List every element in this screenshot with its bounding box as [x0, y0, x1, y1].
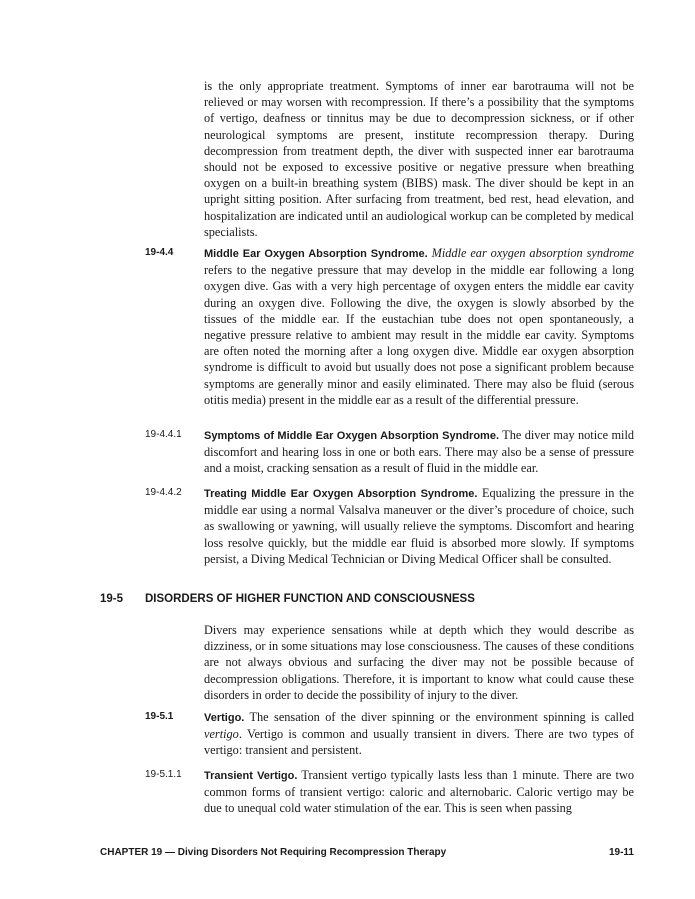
section-number-19-4-4-2: 19-4.4.2: [145, 487, 182, 498]
term-19-5-1: vertigo: [204, 727, 239, 742]
footer-page-number: 19-11: [608, 847, 634, 858]
text-19-5-1-1: Transient vertigo typically lasts less than 1 minute. There are two common forms of transient vertigo: caloric and alternobaric. Caloric vertigo may be due to unequal cold water stimulation of the ear. This is seen when passing: [204, 768, 634, 816]
heading-19-4-4-2: Treating Middle Ear Oxygen Absorption Syndrome.: [204, 488, 478, 500]
section-number-19-4-4-1: 19-4.4.1: [145, 429, 182, 440]
paragraph-19-5-1-1: [204, 767, 634, 817]
section-number-19-5-1-1: 19-5.1.1: [145, 769, 182, 780]
text-19-5-1-b: . Vertigo is common and usually transient in divers. There are two types of vertigo: transient and persistent.: [204, 727, 634, 758]
section-number-19-5-1: 19-5.1: [145, 711, 174, 722]
section-number-19-5: 19-5: [100, 593, 124, 605]
paragraph-19-4-4: [204, 245, 634, 408]
footer-chapter-title: CHAPTER 19 — Diving Disorders Not Requiring Recompression Therapy: [100, 847, 447, 858]
paragraph-19-4-4-1: [204, 427, 634, 477]
section-number-19-4-4: 19-4.4: [145, 247, 174, 258]
text-19-4-4: refers to the negative pressure that may develop in the middle ear following a long oxygen dive. Gas with a very high percentage of oxygen enters the middle ear cavity during an oxygen dive. Following the dive, the oxygen is slowly absorbed by the tissues of the middle ear. If the eustachian tube does not open spontaneously, a negative pressure relative to ambient may result in the middle ear cavity. Symptoms are often noted the morning after a long oxygen dive. Middle ear oxygen absorption syndrome is difficult to avoid but usually does not pose a significant problem because symptoms are generally minor and easily eliminated. There may also be fluid (serous otitis media) present in the middle ear as a result of the differential pressure.: [204, 263, 634, 407]
heading-19-4-4-1: Symptoms of Middle Ear Oxygen Absorption Syndrome.: [204, 430, 500, 442]
paragraph-19-5-1: [204, 709, 634, 759]
paragraph-19-4-4-2: [204, 485, 634, 567]
text-19-4-4-2: Equalizing the pressure in the middle ear using a normal Valsalva maneuver or the diver’s procedure of choice, such as swallowing or yawning, will usually relieve the symptoms. Discomfort and hearing loss resolve quickly, but the middle ear fluid is absorbed more slowly. If symptoms persist, a Diving Medical Technician or Diving Medical Officer shall be consulted.: [204, 486, 634, 566]
heading-19-4-4: Middle Ear Oxygen Absorption Syndrome.: [204, 248, 428, 260]
section-title-19-5: DISORDERS OF HIGHER FUNCTION AND CONSCIOUSNESS: [145, 593, 475, 605]
term-19-4-4: Middle ear oxygen absorption syndrome: [431, 246, 634, 260]
heading-19-5-1: Vertigo.: [204, 712, 245, 724]
heading-19-5-1-1: Transient Vertigo.: [204, 770, 298, 782]
text-19-5-1-a: The sensation of the diver spinning or the environment spinning is called: [244, 710, 634, 724]
paragraph-19-5-intro: Divers may experience sensations while at depth which they would describe as dizziness, or in some situations may lose consciousness. The causes of these conditions are not always obvious and surfacing the diver may not be possible because of decompression obligations. Therefore, it is important to know what could cause these disorders in order to decide the possibility of injury to the diver.: [204, 623, 634, 702]
intro-paragraph: is the only appropriate treatment. Symptoms of inner ear barotrauma will not be relieved or may worsen with recompression. If there’s a possibility that the symptoms of vertigo, deafness or tinnitus may be due to decompression sickness, or if other neurological symptoms are present, institute recompression therapy. During decompression from treatment depth, the diver with suspected inner ear barotrauma should not be exposed to excessive positive or negative pressure when breathing oxygen on a built-in breathing system (BIBS) mask. The diver should be kept in an upright sitting position. After surfacing from treatment, bed rest, head elevation, and hospitalization are indicated until an audiological workup can be completed by medical specialists.: [204, 79, 634, 239]
text-19-4-4-1: The diver may notice mild discomfort and hearing loss in one or both ears. There may also be a sense of pressure and a moist, cracking sensation as a result of fluid in the middle ear.: [204, 428, 635, 476]
